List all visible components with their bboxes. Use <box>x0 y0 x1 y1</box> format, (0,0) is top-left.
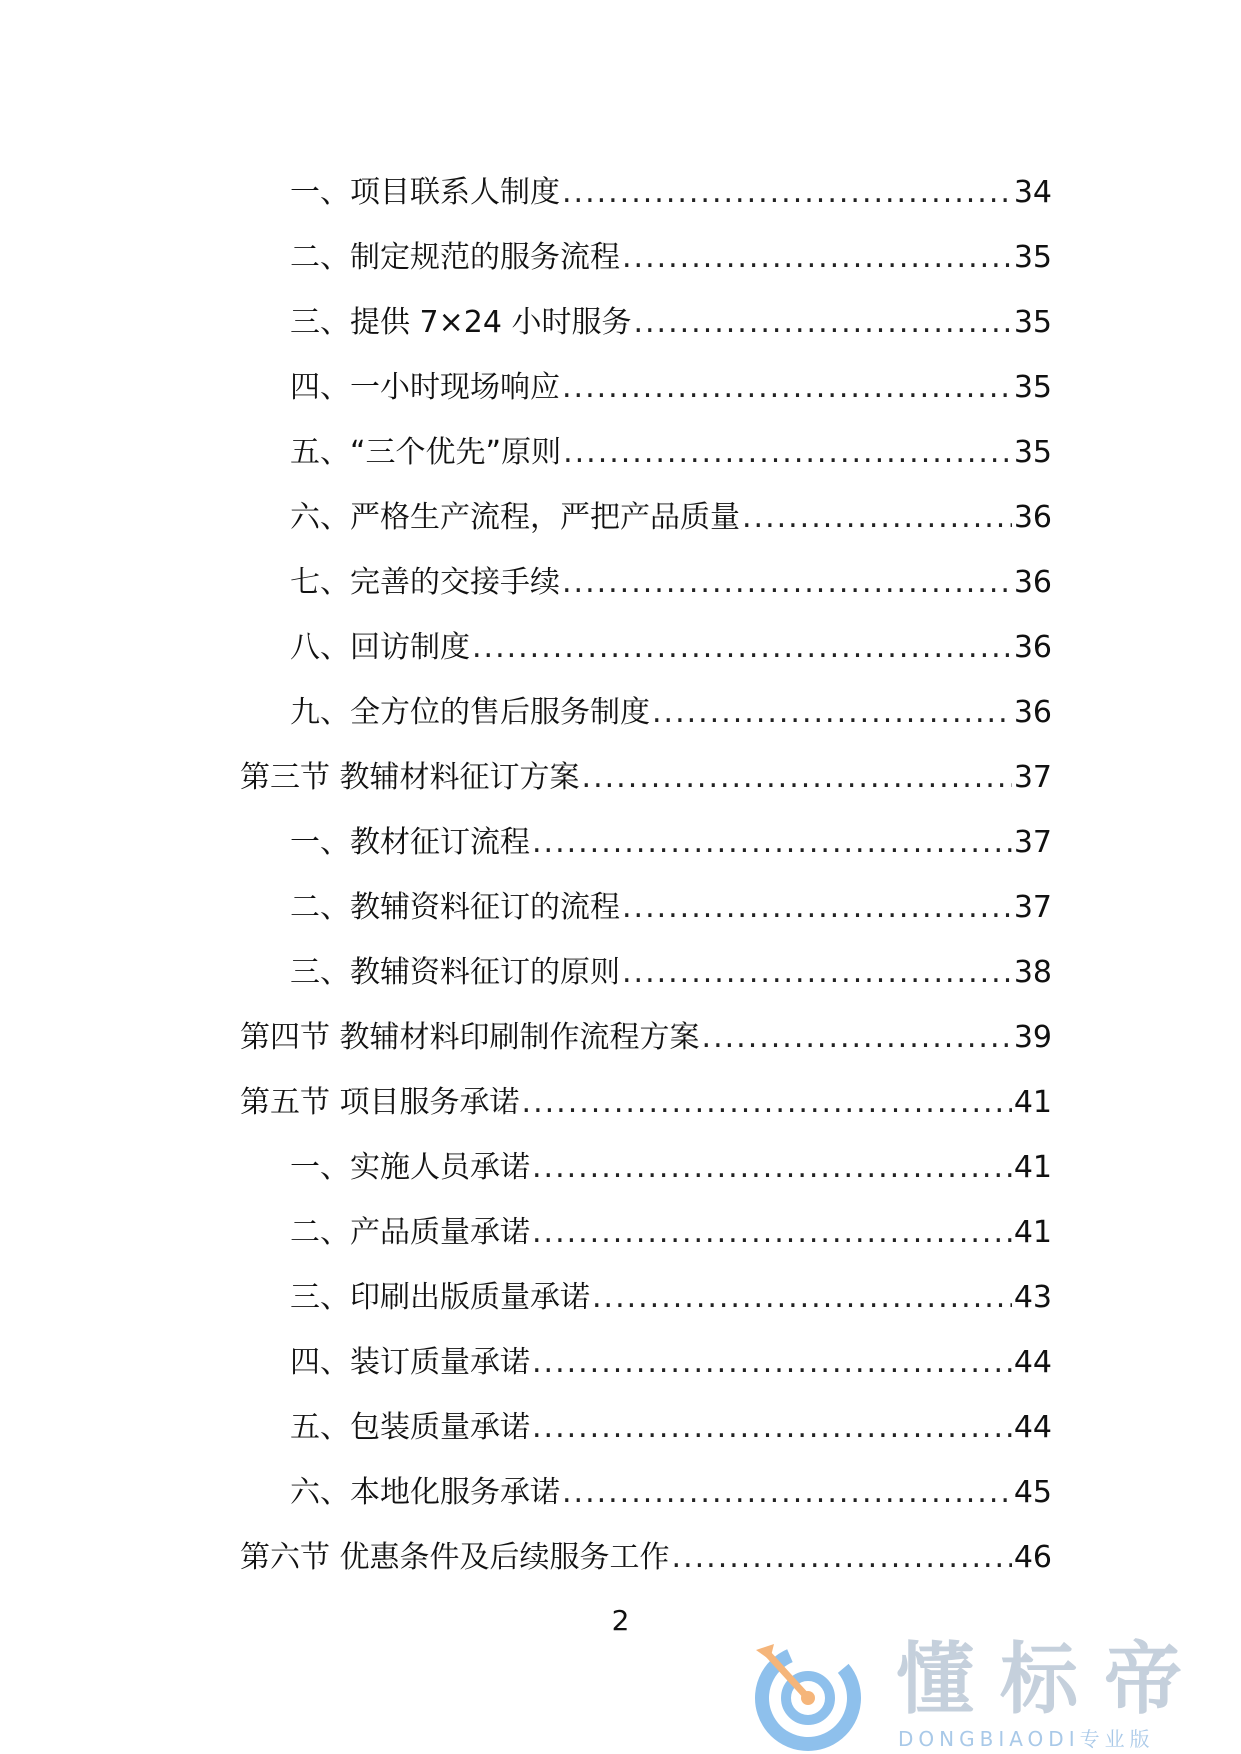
toc-entry[interactable] <box>240 550 1052 615</box>
toc-entry-page: 35 <box>1013 240 1052 275</box>
toc-entry[interactable] <box>240 160 1052 225</box>
toc-leader-dots <box>652 680 1012 745</box>
toc-entry[interactable] <box>240 355 1052 420</box>
toc-entry-label: 八、回访制度 <box>290 630 470 665</box>
toc-leader-dots <box>562 550 1012 615</box>
toc-entry-label: 五、包装质量承诺 <box>290 1410 530 1445</box>
toc-entry-page: 37 <box>1013 825 1052 860</box>
toc-leader-dots <box>532 1330 1012 1395</box>
toc-entry-page: 41 <box>1013 1215 1052 1250</box>
toc-leader-dots <box>622 940 1012 1005</box>
toc-entry-label: 第三节 教辅材料征订方案 <box>240 760 580 795</box>
toc-entry-label: 六、严格生产流程，严把产品质量 <box>290 500 740 535</box>
toc-leader-dots <box>622 875 1012 940</box>
toc-section-entry[interactable] <box>240 1070 1052 1135</box>
toc-entry-label: 四、装订质量承诺 <box>290 1345 530 1380</box>
toc-entry-page: 35 <box>1013 305 1052 340</box>
toc-entry-label: 第五节 项目服务承诺 <box>240 1085 520 1120</box>
toc-entry-label: 六、本地化服务承诺 <box>290 1475 560 1510</box>
toc-entry-page: 44 <box>1013 1345 1052 1380</box>
brand-watermark <box>740 1636 1220 1754</box>
toc-leader-dots <box>472 615 1012 680</box>
toc-entry-page: 36 <box>1013 630 1052 665</box>
toc-entry[interactable] <box>240 1330 1052 1395</box>
toc-entry-page: 35 <box>1013 435 1052 470</box>
toc-entry-label: 第四节 教辅材料印刷制作流程方案 <box>240 1020 700 1055</box>
toc-entry-label: 三、提供 7×24 小时服务 <box>290 305 632 340</box>
toc-entry-label: 三、印刷出版质量承诺 <box>290 1280 590 1315</box>
toc-section-entry[interactable] <box>240 745 1052 810</box>
toc-entry-page: 43 <box>1013 1280 1052 1315</box>
toc-leader-dots <box>563 420 1012 485</box>
toc-entry[interactable] <box>240 420 1052 485</box>
toc-entry[interactable] <box>240 1135 1052 1200</box>
toc-entry[interactable] <box>240 615 1052 680</box>
toc-entry[interactable] <box>240 1200 1052 1265</box>
toc-leader-dots <box>562 160 1012 225</box>
toc-leader-dots <box>532 1395 1012 1460</box>
toc-entry-page: 35 <box>1013 370 1052 405</box>
toc-leader-dots <box>633 290 1011 355</box>
toc-entry[interactable] <box>240 1460 1052 1525</box>
toc-section-entry[interactable] <box>240 1005 1052 1070</box>
toc-leader-dots <box>672 1525 1012 1590</box>
toc-entry-page: 38 <box>1013 955 1052 990</box>
toc-entry-label: 四、一小时现场响应 <box>290 370 560 405</box>
toc-leader-dots <box>532 810 1012 875</box>
toc-entry[interactable] <box>240 810 1052 875</box>
toc-entry[interactable] <box>240 225 1052 290</box>
toc-entry-label: 七、完善的交接手续 <box>290 565 560 600</box>
toc-leader-dots <box>592 1265 1012 1330</box>
toc-entry-page: 46 <box>1013 1540 1052 1575</box>
toc-entry[interactable] <box>240 940 1052 1005</box>
toc-leader-dots <box>522 1070 1012 1135</box>
toc-entry[interactable] <box>240 1265 1052 1330</box>
table-of-contents <box>240 160 1052 1590</box>
toc-leader-dots <box>742 485 1012 550</box>
toc-entry[interactable] <box>240 1395 1052 1460</box>
toc-entry[interactable] <box>240 485 1052 550</box>
toc-entry-page: 37 <box>1013 890 1052 925</box>
toc-leader-dots <box>532 1135 1012 1200</box>
toc-entry-label: 一、教材征订流程 <box>290 825 530 860</box>
toc-leader-dots <box>562 355 1012 420</box>
toc-entry-page: 34 <box>1013 175 1052 210</box>
toc-entry-label: 第六节 优惠条件及后续服务工作 <box>240 1540 670 1575</box>
toc-entry-label: 一、项目联系人制度 <box>290 175 560 210</box>
toc-entry[interactable] <box>240 290 1052 355</box>
toc-entry[interactable] <box>240 680 1052 745</box>
toc-entry-label: 三、教辅资料征订的原则 <box>290 955 620 990</box>
toc-entry-label: 二、产品质量承诺 <box>290 1215 530 1250</box>
target-logo-icon <box>748 1636 866 1754</box>
toc-entry-label: 五、“三个优先”原则 <box>290 435 562 470</box>
toc-leader-dots <box>532 1200 1012 1265</box>
toc-entry-page: 36 <box>1013 565 1052 600</box>
toc-entry-page: 39 <box>1013 1020 1052 1055</box>
watermark-brand-name: 懂标帝 <box>896 1635 1209 1725</box>
toc-leader-dots <box>622 225 1012 290</box>
toc-entry-page: 36 <box>1013 500 1052 535</box>
toc-entry-label: 九、全方位的售后服务制度 <box>290 695 650 730</box>
toc-entry-label: 一、实施人员承诺 <box>290 1150 530 1185</box>
toc-leader-dots <box>562 1460 1012 1525</box>
toc-entry-label: 二、制定规范的服务流程 <box>290 240 620 275</box>
toc-leader-dots <box>582 745 1012 810</box>
toc-entry-page: 45 <box>1013 1475 1052 1510</box>
toc-section-entry[interactable] <box>240 1525 1052 1590</box>
toc-entry-label: 二、教辅资料征订的流程 <box>290 890 620 925</box>
toc-entry-page: 36 <box>1013 695 1052 730</box>
toc-entry-page: 37 <box>1013 760 1052 795</box>
page-number: 2 <box>611 1604 630 1637</box>
toc-entry-page: 41 <box>1013 1085 1052 1120</box>
toc-entry[interactable] <box>240 875 1052 940</box>
toc-leader-dots <box>702 1005 1012 1070</box>
toc-entry-page: 44 <box>1013 1410 1052 1445</box>
toc-entry-page: 41 <box>1013 1150 1052 1185</box>
watermark-subtitle: DONGBIAODI专业版 <box>898 1727 1155 1751</box>
